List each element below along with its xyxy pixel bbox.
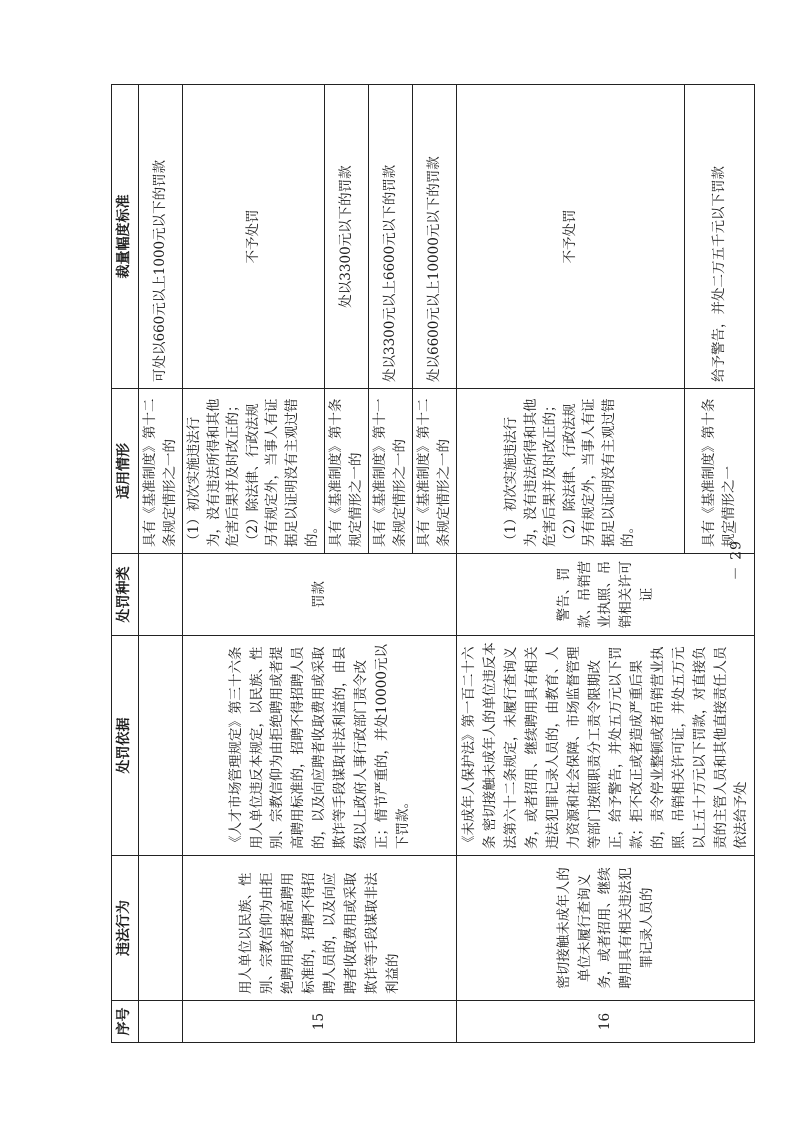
header-case: 适用情形 [112, 389, 139, 554]
table-row [183, 85, 325, 1043]
act-cell: 密切接触未成年人的单位未履行查询义务，或者招用、继续聘用具有相关违法犯罪记录人员的 [457, 856, 755, 1001]
standard-cell: 给予警告，并处二万五千元以下罚款 [684, 85, 755, 389]
standard-cell: 处以6600元以上10000元以下的罚款 [413, 85, 457, 389]
seq-cell: 15 [183, 1001, 457, 1043]
standard-cell: 不予处罚 [457, 85, 684, 389]
standard-cell: 处以3300元以上6600元以下的罚款 [369, 85, 413, 389]
act-cell: 用人单位以民族、性别、宗教信仰为由拒绝聘用或者提高聘用标准的，招聘不得招聘人员的，以及向应聘者收取费用或采取欺诈等手段谋取非法利益的 [183, 856, 457, 1001]
case-cell: 具有《基准制度》第十条规定情形之一的 [325, 389, 369, 554]
table-row [457, 85, 684, 1043]
header-standard: 裁量幅度标准 [112, 85, 139, 389]
table-header-row [112, 85, 139, 1043]
case-cell: （1）初次实施违法行为，没有违法所得和其他危害后果并及时改正的； （2）除法律、行政法规另有规定外，当事人有证据足以证明没有主观过错的。 [183, 389, 325, 554]
standard-cell: 不予处罚 [183, 85, 325, 389]
header-basis: 处罚依据 [112, 636, 139, 856]
seq-cell: 16 [457, 1001, 755, 1043]
basis-cell: 《未成年人保护法》第一百二十六条 密切接触未成年人的单位违反本法第六十二条规定，未履行查询义务，或者招用、继续聘用具有相关违法犯罪记录人员的，由教育、人力资源和社会保障、市场监督管理等部门按照职责分工责令限期改正，给予警告，并处五万元以下罚款；拒不改正或者造成严重后果的，责令停业整顿或者吊销营业执照、吊销相关许可证，并处五万元以上五十万元以下罚款，对直接负责的主管人员和其他直接责任人员依法给予处 [457, 636, 755, 856]
standard-cell: 可处以660元以上1000元以下的罚款 [139, 85, 183, 389]
penalty-standard-table [111, 84, 755, 1043]
header-type: 处罚种类 [112, 554, 139, 636]
basis-cell: 《人才市场管理规定》第三十六条 用人单位违反本规定，以民族、性别、宗教信仰为由拒绝聘用或者提高聘用标准的，招聘不得招聘人员的，以及向应聘者收取费用或采取欺诈等手段谋取非法利益的，由县级以上政府人事行政部门责令改正；情节严重的，并处10000元以下罚款。 [183, 636, 457, 856]
case-cell: 具有《基准制度》第十一条规定情形之一的 [369, 389, 413, 554]
header-act: 违法行为 [112, 856, 139, 1001]
case-cell: 具有《基准制度》第十二条规定情形之一的 [139, 389, 183, 554]
type-cell: 警告、罚款、吊销营业执照、吊销相关许可证 [457, 554, 755, 636]
case-cell: （1）初次实施违法行为，没有违法所得和其他危害后果并及时改正的； （2）除法律、行政法规另有规定外，当事人有证据足以证明没有主观过错的。 [457, 389, 684, 554]
type-cell: 罚款 [183, 554, 457, 636]
page-number: － 29 － [728, 519, 745, 581]
table-row [139, 85, 183, 1043]
header-seq: 序号 [112, 1001, 139, 1043]
case-cell: 具有《基准制度》第十条规定情形之一 [684, 389, 755, 554]
standard-cell: 处以3300元以下的罚款 [325, 85, 369, 389]
case-cell: 具有《基准制度》第十二条规定情形之一的 [413, 389, 457, 554]
